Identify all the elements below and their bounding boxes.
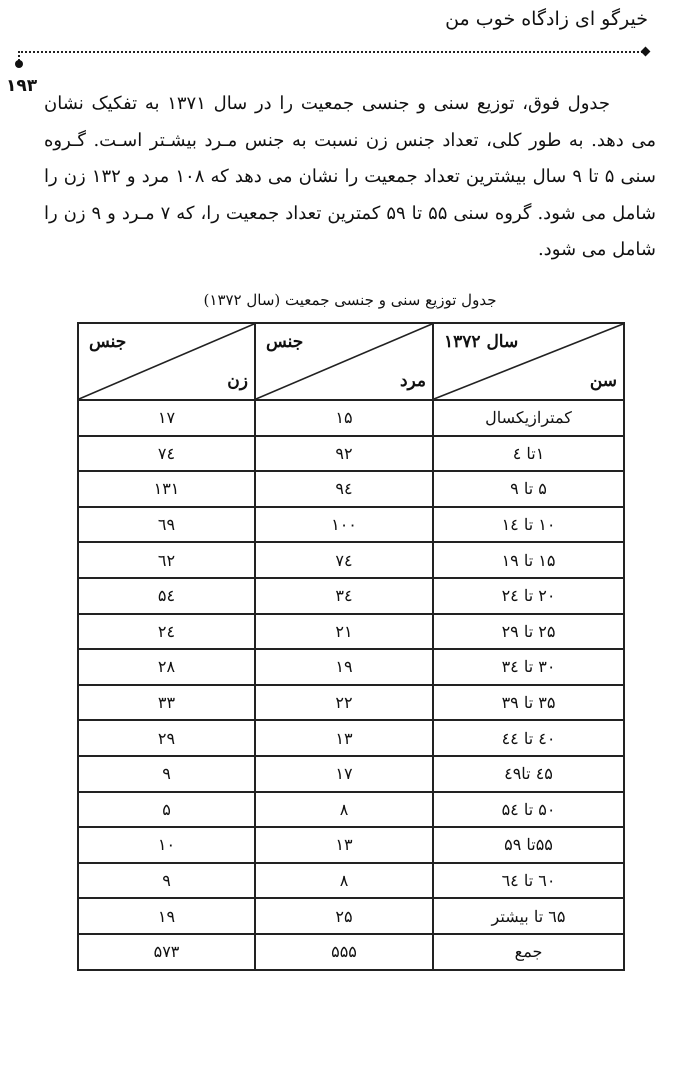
cell-female: ۲۹ [78,720,255,756]
table-row [78,792,624,828]
rule-diamond-ornament [641,47,651,57]
cell-female: ٦۹ [78,507,255,543]
cell-male: ۱۰۰ [255,507,433,543]
cell-female: ۵٤ [78,578,255,614]
cell-female: ۷٤ [78,436,255,472]
cell-age: ۱۵ تا ۱۹ [433,542,624,578]
cell-male: ۱۳ [255,720,433,756]
cell-male: ۸ [255,792,433,828]
cell-male: ۲۱ [255,614,433,650]
table-row [78,578,624,614]
table-row [78,756,624,792]
cell-male: ۲۵ [255,898,433,934]
table-row [78,685,624,721]
cell-female: ۱۰ [78,827,255,863]
table-row [78,471,624,507]
cell-female: ۲۸ [78,649,255,685]
cell-male: ۱۷ [255,756,433,792]
cell-male: ۵۵۵ [255,934,433,970]
table-row [78,649,624,685]
cell-male: ۹٤ [255,471,433,507]
cell-male: ۲۲ [255,685,433,721]
cell-female: ۱۷ [78,400,255,436]
header-cell-female [78,323,255,400]
paragraph-text: جدول فوق، توزیع سنی و جنسی جمعیت را در سال ۱۳۷۱ به تفکیک نشان می دهد. به طور کلی، تعداد جنس زن نسبت به جنس مـرد بیشـتر اسـت. گـروه سنی ۵ تا ۹ سال بیشترین تعداد جمعیت را نشان می دهد که ۱۰۸ مرد و ۱۳۲ زن را شامل می شود. گروه سنی ۵۵ تا ۵۹ کمترین تعداد جمعیت را، که ۷ مـرد و ۹ زن را شامل می شود. [44,93,656,260]
cell-female: ۲٤ [78,614,255,650]
cell-male: ۱۵ [255,400,433,436]
table-row [78,614,624,650]
cell-age: ۱۰ تا ۱٤ [433,507,624,543]
table-row [78,542,624,578]
header-dotted-rule [18,51,646,53]
table-row [78,436,624,472]
population-table [77,322,625,971]
running-head-title: خیرگو ای زادگاه خوب من [445,8,648,30]
cell-age: ۳۵ تا ۳۹ [433,685,624,721]
cell-female: ۳۳ [78,685,255,721]
header-age-top: سال ۱۳۷۲ [444,332,519,352]
table-row [78,720,624,756]
header-male-bottom: مرد [399,371,426,391]
table-row [78,400,624,436]
page-number: ۱۹۳ [6,76,38,96]
cell-male: ۷٤ [255,542,433,578]
table-row [78,863,624,899]
cell-male: ۱۹ [255,649,433,685]
cell-female: ۵ [78,792,255,828]
header-cell-age [433,323,624,400]
cell-female: ٦۲ [78,542,255,578]
cell-age: کمترازیکسال [433,400,624,436]
rule-dot-ornament [15,60,23,68]
cell-age: ۲۰ تا ۲٤ [433,578,624,614]
cell-age: ٦۵ تا بیشتر [433,898,624,934]
header-age-bottom: سن [589,371,617,391]
cell-age: جمع [433,934,624,970]
cell-female: ۹ [78,756,255,792]
header-female-bottom: زن [227,371,248,391]
cell-age: ۳۰ تا ۳٤ [433,649,624,685]
cell-male: ۸ [255,863,433,899]
body-paragraph [44,86,656,269]
cell-male: ۱۳ [255,827,433,863]
cell-age: ٦۰ تا ٦٤ [433,863,624,899]
table-header-row [78,323,624,400]
cell-age: ۵۵تا ۵۹ [433,827,624,863]
cell-female: ۱۹ [78,898,255,934]
header-cell-male [255,323,433,400]
cell-female: ۹ [78,863,255,899]
cell-male: ۹۲ [255,436,433,472]
cell-age: ٤۰ تا ٤٤ [433,720,624,756]
table-row [78,507,624,543]
cell-age: ٤۵ تا٤۹ [433,756,624,792]
table-row [78,898,624,934]
table-body [78,400,624,970]
cell-age: ۲۵ تا ۲۹ [433,614,624,650]
cell-male: ۳٤ [255,578,433,614]
cell-female: ۱۳۱ [78,471,255,507]
table-caption: جدول توزیع سنی و جنسی جمعیت (سال ۱۳۷۲) [203,291,497,309]
cell-age: ۱تا ٤ [433,436,624,472]
table-total-row [78,934,624,970]
header-male-top: جنس [266,332,304,352]
table-row [78,827,624,863]
header-female-top: جنس [89,332,127,352]
cell-female: ۵۷۳ [78,934,255,970]
cell-age: ۵ تا ۹ [433,471,624,507]
cell-age: ۵۰ تا ۵٤ [433,792,624,828]
